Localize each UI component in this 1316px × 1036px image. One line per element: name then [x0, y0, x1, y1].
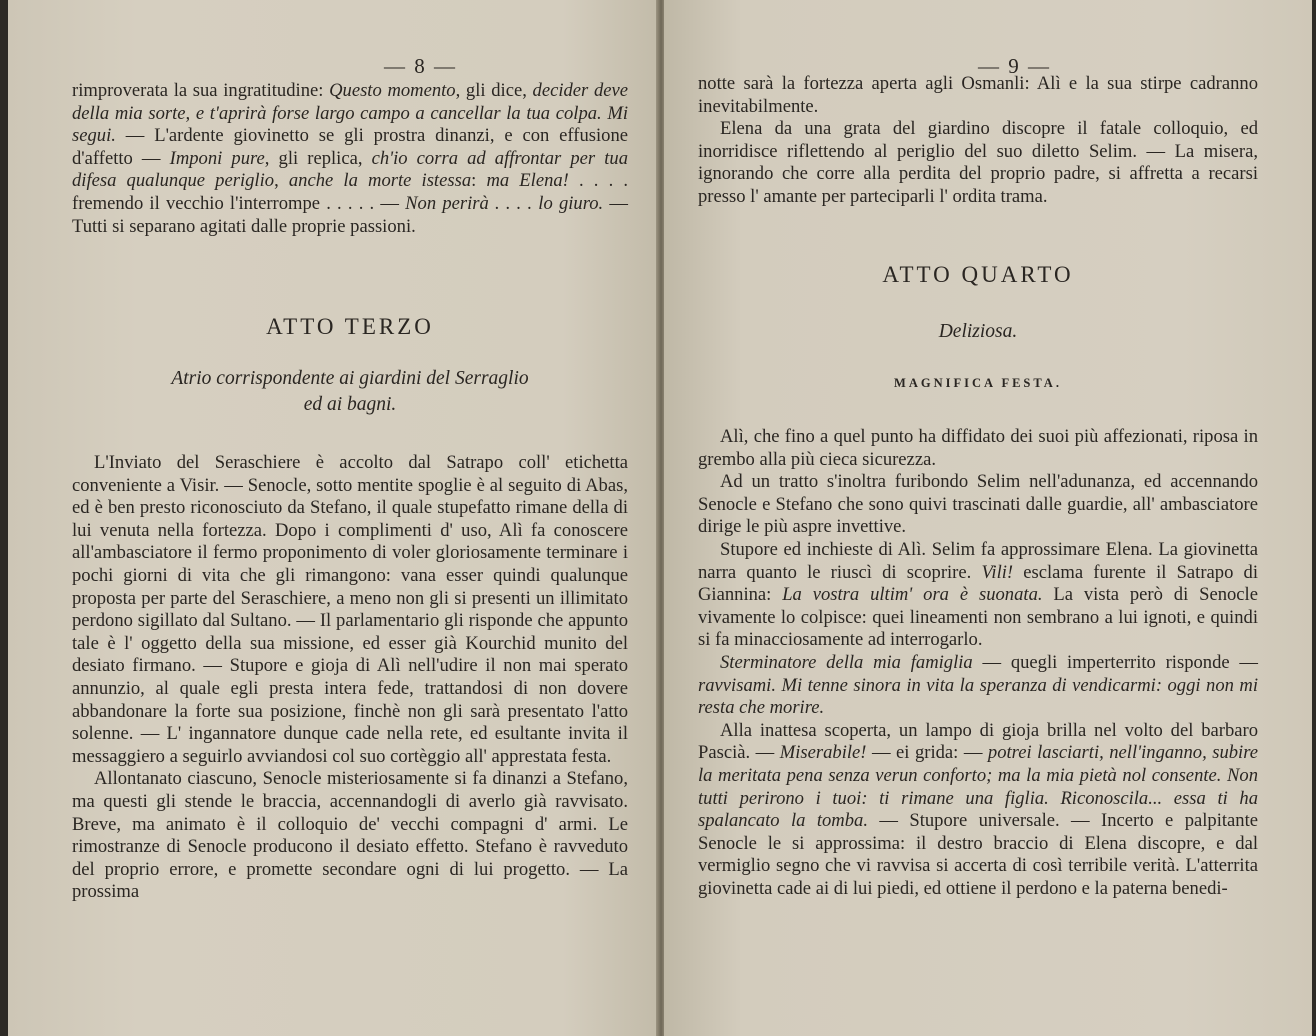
left-paragraph-1 — [72, 452, 628, 904]
text-run: , gli replica, — [264, 147, 372, 169]
italic-run: Questo momento — [329, 80, 456, 101]
italic-run: ma Elena! — [486, 170, 569, 192]
text-run: , — [274, 170, 289, 192]
text-run: — Tutti si separano agitati dalle proprie passioni. — [72, 192, 628, 237]
italic-run: decider deve della mia sorte, e t'aprirà forse largo campo a cancellar la tua colpa. Mi segui. — [72, 80, 628, 147]
italic-run: Sterminatore della mia famiglia — [720, 651, 973, 673]
page-number-left: — 8 — — [384, 54, 457, 78]
italic-run: ch'io corra ad affrontar per tua difesa qualunque periglio — [72, 147, 628, 192]
paragraph-ali: Alì, che fino a quel punto ha diffidato dei suoi più affezionati, riposa in grembo alla più cieca sicurezza. — [698, 426, 1258, 470]
italic-run: Miserabile! — [779, 742, 867, 764]
italic-run: La vostra ultim' ora è suonata. — [782, 584, 1043, 606]
text-run: Stupore ed inchieste di Alì. Selim fa approssimare Elena. La giovinetta narra quanto le riuscì di scoprire. — [698, 538, 1258, 583]
paragraph-stupore — [698, 539, 1258, 652]
left-page — [8, 0, 660, 1036]
scene-heading-line1: Atrio corrispondente ai giardini del Serraglio — [171, 368, 529, 389]
text-run: — quegli imperterrito risponde — — [972, 651, 1258, 673]
text-run: La vista però di Senocle vivamente lo colpisce: quei lineamenti non sembrano a lui ignoti, e quindi si fa minacciosamente ad interrogarlo. — [698, 584, 1258, 651]
text-run: — ei grida: — — [866, 742, 988, 764]
text-run: esclama furente il Satrapo di Giannina: — [698, 561, 1258, 606]
right-page — [664, 0, 1312, 1036]
italic-run: potrei lasciarti, nell'inganno, subire la meritata pena senza verun conforto; ma la mia pietà nol consente. Non tutti perirono i tuoi: ti rimane una figlia. Riconoscila... essa ti ha spalancato la tomba. — [698, 742, 1258, 832]
act-title-terzo: ATTO TERZO — [266, 314, 434, 339]
scene-heading-line2: ed ai bagni. — [303, 394, 397, 415]
left-continuation-text — [72, 80, 628, 238]
right-paragraphs — [698, 426, 1258, 900]
text-run: . . . . fremendo il vecchio l'interrompe . . . . . — — [72, 170, 629, 214]
italic-run: Non perirà . . . . lo giuro. — [405, 192, 604, 214]
right-continuation-block — [698, 73, 1258, 209]
italic-run: Vili! — [981, 561, 1014, 583]
text-run: : — [471, 170, 487, 192]
text-run: — Stupore universale. — Incerto e palpitante Senocle le si approssima: il destro braccio di Elena discopre, e dal vermiglio segno che vi ravvisa si accerta di così terribile verità. L'atterrita giovinetta cade ai di lui piedi, ed ottiene il perdono e la paterna benedi- — [698, 810, 1259, 899]
text-run: , gli dice, — [455, 80, 533, 101]
text-run: — L'ardente giovinetto se gli prostra dinanzi, e con effusione d'affetto — — [72, 125, 628, 169]
italic-run: ravvisami. Mi tenne sinora in vita la speranza di vendicarmi: oggi non mi resta che morire. — [698, 674, 1258, 719]
paragraph-inviato: L'Inviato del Seraschiere è accolto dal Satrapo coll' etichetta conveniente a Visir. — Senocle, sotto mentite spoglie è al seguito di Abas, ed è ben presto riconosciuto da Stefano, il quale stupefatto rimane della di lui venuta nella fortezza. Dopo i complimenti d' uso, Alì fa conoscere all'ambasciatore il fermo proponimento di voler gloriosamente terminare i pochi giorni di vita che gli rimangono: vana esser quindi qualunque proposta per parte del Seraschiere, a meno non gli si presenti un illimitato perdono sigillato dal Sultano. — Il parlamentario gli risponde che appunto tale è l' oggetto della sua missione, ed esser già Kourchid munito del desiato firmano. — Stupore e gioja di Alì nell'udire il non mai sperato annunzio, al quale egli presta intera fede, trattandosi di non dovere abbandonare la forte sua posizione, finchè non gli sarà presentato l'atto solenne. — L' ingannatore dunque cade nella rete, ed esultante invita il messaggiero a seguirlo avviandosi col suo cortèggio all' apprestata festa. — [72, 452, 628, 767]
paragraph-sterminatore — [698, 652, 1258, 720]
paragraph-scoperta — [698, 720, 1258, 901]
paragraph-allontanato: Allontanato ciascuno, Senocle misteriosamente si fa dinanzi a Stefano, ma questi gli stende le braccia, accennandogli di averlo già ravvisato. Breve, ma animato è il colloquio de' vecchi compagni d' armi. Le rimostranze di Senocle producono il desiato effetto. Stefano è ravveduto del proprio errore, e promette secondare ogni di lui progetto. — La prossima — [72, 768, 628, 903]
text-run: Alla inattesa scoperta, un lampo di gioja brilla nel volto del barbaro Pascià. — — [698, 719, 1258, 764]
scene-heading-deliziosa: Deliziosa. — [938, 321, 1018, 342]
italic-run: anche la morte istessa — [288, 170, 472, 192]
paragraph-continuation: notte sarà la fortezza aperta agli Osmanli: Alì e la sua stirpe cadranno inevitabilmente. — [698, 73, 1258, 117]
italic-run: Imponi pure — [169, 147, 265, 169]
paragraph-elena: Elena da una grata del giardino discopre il fatale colloquio, ed inorridisce riflettendo al periglio del suo diletto Selim. — La misera, ignorando che corre alla perdita del proprio padre, si affretta a recarsi presso l' amante per parteciparli l' ordita trama. — [698, 118, 1258, 207]
scene-subheading-festa: MAGNIFICA FESTA. — [894, 376, 1062, 390]
page-number-right: — 9 — — [978, 54, 1051, 78]
text-run: rimproverata la sua ingratitudine: — [72, 80, 330, 101]
paragraph-selim: Ad un tratto s'inoltra furibondo Selim nell'adunanza, ed accennando Senocle e Stefano che sono quivi trascinati dalle guardie, all' ambasciatore dirige le più aspre invettive. — [698, 471, 1258, 538]
act-title-quarto: ATTO QUARTO — [882, 262, 1074, 287]
